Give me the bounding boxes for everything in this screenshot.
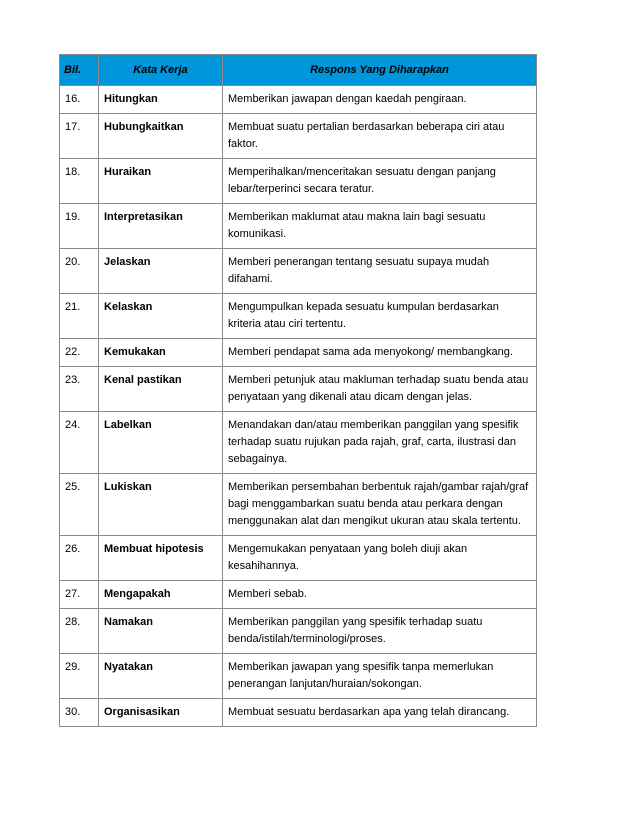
row-number: 25. xyxy=(60,474,99,536)
table-row xyxy=(60,699,537,727)
table-row xyxy=(60,249,537,294)
response-cell: Memberi penerangan tentang sesuatu supaya mudah difahami. xyxy=(223,249,537,294)
response-cell: Memperihalkan/menceritakan sesuatu dengan panjang lebar/terperinci secara teratur. xyxy=(223,159,537,204)
table-row xyxy=(60,654,537,699)
response-cell: Memberi petunjuk atau makluman terhadap suatu benda atau penyataan yang dikenali atau dicam dengan jelas. xyxy=(223,367,537,412)
response-cell: Menandakan dan/atau memberikan panggilan yang spesifik terhadap suatu rujukan pada rajah, graf, carta, ilustrasi dan sebagainya. xyxy=(223,412,537,474)
response-cell: Memberi sebab. xyxy=(223,581,537,609)
response-cell: Memberikan jawapan dengan kaedah pengiraan. xyxy=(223,86,537,114)
row-number: 22. xyxy=(60,339,99,367)
row-number: 29. xyxy=(60,654,99,699)
row-number: 30. xyxy=(60,699,99,727)
verb-cell: Nyatakan xyxy=(99,654,223,699)
row-number: 20. xyxy=(60,249,99,294)
table-row xyxy=(60,114,537,159)
verb-cell: Hitungkan xyxy=(99,86,223,114)
response-cell: Membuat suatu pertalian berdasarkan beberapa ciri atau faktor. xyxy=(223,114,537,159)
row-number: 27. xyxy=(60,581,99,609)
row-number: 21. xyxy=(60,294,99,339)
table-row xyxy=(60,367,537,412)
table-body xyxy=(60,86,537,727)
verb-cell: Lukiskan xyxy=(99,474,223,536)
verb-cell: Kemukakan xyxy=(99,339,223,367)
table-row xyxy=(60,609,537,654)
row-number: 24. xyxy=(60,412,99,474)
table-header-row xyxy=(60,55,537,86)
table-row xyxy=(60,204,537,249)
header-bil: Bil. xyxy=(60,55,99,86)
verb-cell: Kelaskan xyxy=(99,294,223,339)
row-number: 19. xyxy=(60,204,99,249)
response-cell: Memberi pendapat sama ada menyokong/ membangkang. xyxy=(223,339,537,367)
table-row xyxy=(60,159,537,204)
row-number: 16. xyxy=(60,86,99,114)
response-cell: Mengumpulkan kepada sesuatu kumpulan berdasarkan kriteria atau ciri tertentu. xyxy=(223,294,537,339)
verb-cell: Organisasikan xyxy=(99,699,223,727)
header-kata-kerja: Kata Kerja xyxy=(99,55,223,86)
response-cell: Mengemukakan penyataan yang boleh diuji akan kesahihannya. xyxy=(223,536,537,581)
table-row xyxy=(60,86,537,114)
verb-cell: Labelkan xyxy=(99,412,223,474)
verb-cell: Membuat hipotesis xyxy=(99,536,223,581)
verb-cell: Interpretasikan xyxy=(99,204,223,249)
row-number: 28. xyxy=(60,609,99,654)
table-row xyxy=(60,536,537,581)
response-cell: Memberikan persembahan berbentuk rajah/gambar rajah/graf bagi menggambarkan suatu benda atau perkara dengan menggunakan alat dan mengikut ukuran atau skala tertentu. xyxy=(223,474,537,536)
table-row xyxy=(60,474,537,536)
verb-table-container xyxy=(59,54,536,727)
header-respons: Respons Yang Diharapkan xyxy=(223,55,537,86)
row-number: 26. xyxy=(60,536,99,581)
row-number: 18. xyxy=(60,159,99,204)
table-row xyxy=(60,581,537,609)
response-cell: Memberikan jawapan yang spesifik tanpa memerlukan penerangan lanjutan/huraian/sokongan. xyxy=(223,654,537,699)
response-cell: Memberikan panggilan yang spesifik terhadap suatu benda/istilah/terminologi/proses. xyxy=(223,609,537,654)
table-row xyxy=(60,294,537,339)
row-number: 23. xyxy=(60,367,99,412)
verb-cell: Namakan xyxy=(99,609,223,654)
response-cell: Membuat sesuatu berdasarkan apa yang telah dirancang. xyxy=(223,699,537,727)
response-cell: Memberikan maklumat atau makna lain bagi sesuatu komunikasi. xyxy=(223,204,537,249)
table-row xyxy=(60,339,537,367)
verb-cell: Jelaskan xyxy=(99,249,223,294)
verb-table xyxy=(59,54,537,727)
table-row xyxy=(60,412,537,474)
verb-cell: Hubungkaitkan xyxy=(99,114,223,159)
row-number: 17. xyxy=(60,114,99,159)
verb-cell: Huraikan xyxy=(99,159,223,204)
verb-cell: Mengapakah xyxy=(99,581,223,609)
verb-cell: Kenal pastikan xyxy=(99,367,223,412)
